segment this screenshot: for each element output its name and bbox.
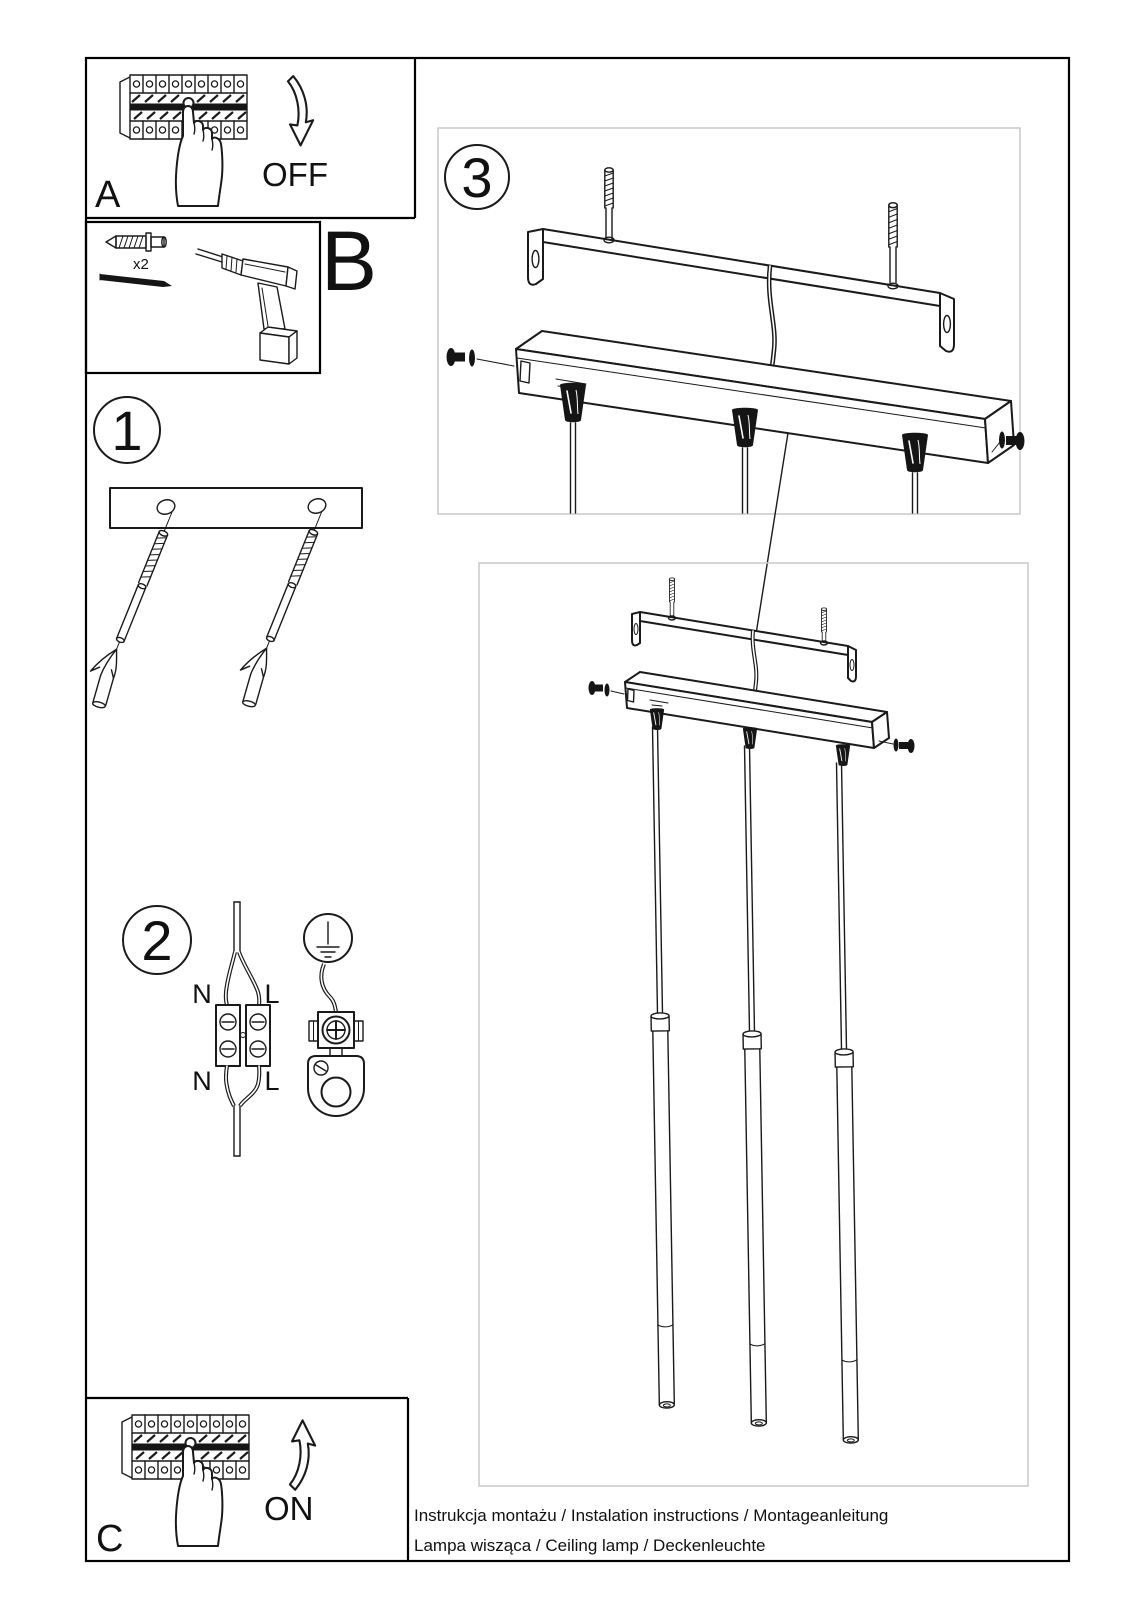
power-on-label: ON <box>264 1490 314 1527</box>
step-1-number: 1 <box>111 399 143 462</box>
ground-symbol-icon <box>304 914 352 962</box>
arrow-down-icon <box>288 76 313 145</box>
ground-clamp-icon <box>309 964 363 1056</box>
power-off-label: OFF <box>262 156 328 193</box>
cable-lug-icon <box>308 1056 364 1116</box>
step-3 <box>438 128 1025 514</box>
panel-c <box>86 1398 408 1561</box>
wire-label-n-bottom: N <box>192 1066 212 1096</box>
canopy <box>516 331 1014 463</box>
cable-grip-icon <box>836 744 850 766</box>
main-drawing <box>479 563 1028 1486</box>
panel-c-label: C <box>96 1518 124 1560</box>
bracket-assembly <box>589 578 915 766</box>
side-screw-icon <box>589 681 625 697</box>
wire-label-n-top: N <box>192 979 212 1009</box>
panel-b <box>86 214 377 373</box>
panel-b-label: B <box>321 214 378 308</box>
step-2 <box>123 902 364 1156</box>
leader-line <box>756 433 788 634</box>
arrow-up-icon <box>290 1420 315 1489</box>
ceiling-screw-icon <box>669 578 674 621</box>
step-1 <box>79 397 362 710</box>
drill-icon <box>196 249 297 364</box>
wall-plug-icon <box>106 233 166 251</box>
terminal-block-icon <box>216 902 270 1156</box>
wire-label-l-bottom: L <box>264 1066 280 1096</box>
pendant-tube <box>646 727 676 1408</box>
panel-a-label: A <box>95 174 121 216</box>
footer-line-2: Lampa wisząca / Ceiling lamp / Deckenleuchte <box>414 1536 766 1555</box>
wall-anchor-icon <box>79 506 183 710</box>
cable-grip-icon <box>560 383 586 423</box>
panel-a <box>86 58 415 218</box>
side-screw-icon <box>447 348 515 367</box>
step-2-number: 2 <box>141 909 173 972</box>
ceiling-screw-icon <box>889 203 897 282</box>
page-frame <box>86 58 1069 1561</box>
footer-line-1: Instrukcja montażu / Instalation instructions / Montageanleitung <box>414 1506 889 1525</box>
mounting-plate-icon <box>110 488 362 528</box>
wall-anchor-icon <box>229 505 333 709</box>
quantity-label: x2 <box>133 256 149 273</box>
screw-icon <box>100 274 172 287</box>
cable-grip-icon <box>732 408 758 448</box>
ceiling-screw-icon <box>605 168 613 240</box>
footer <box>414 1506 888 1555</box>
pendant-tube <box>830 763 860 1443</box>
step-3-number: 3 <box>461 146 493 209</box>
wire-label-l-top: L <box>264 979 280 1009</box>
bracket-assembly <box>447 168 1025 513</box>
pendant-tube <box>738 746 768 1426</box>
cable-grip-icon <box>902 433 928 473</box>
